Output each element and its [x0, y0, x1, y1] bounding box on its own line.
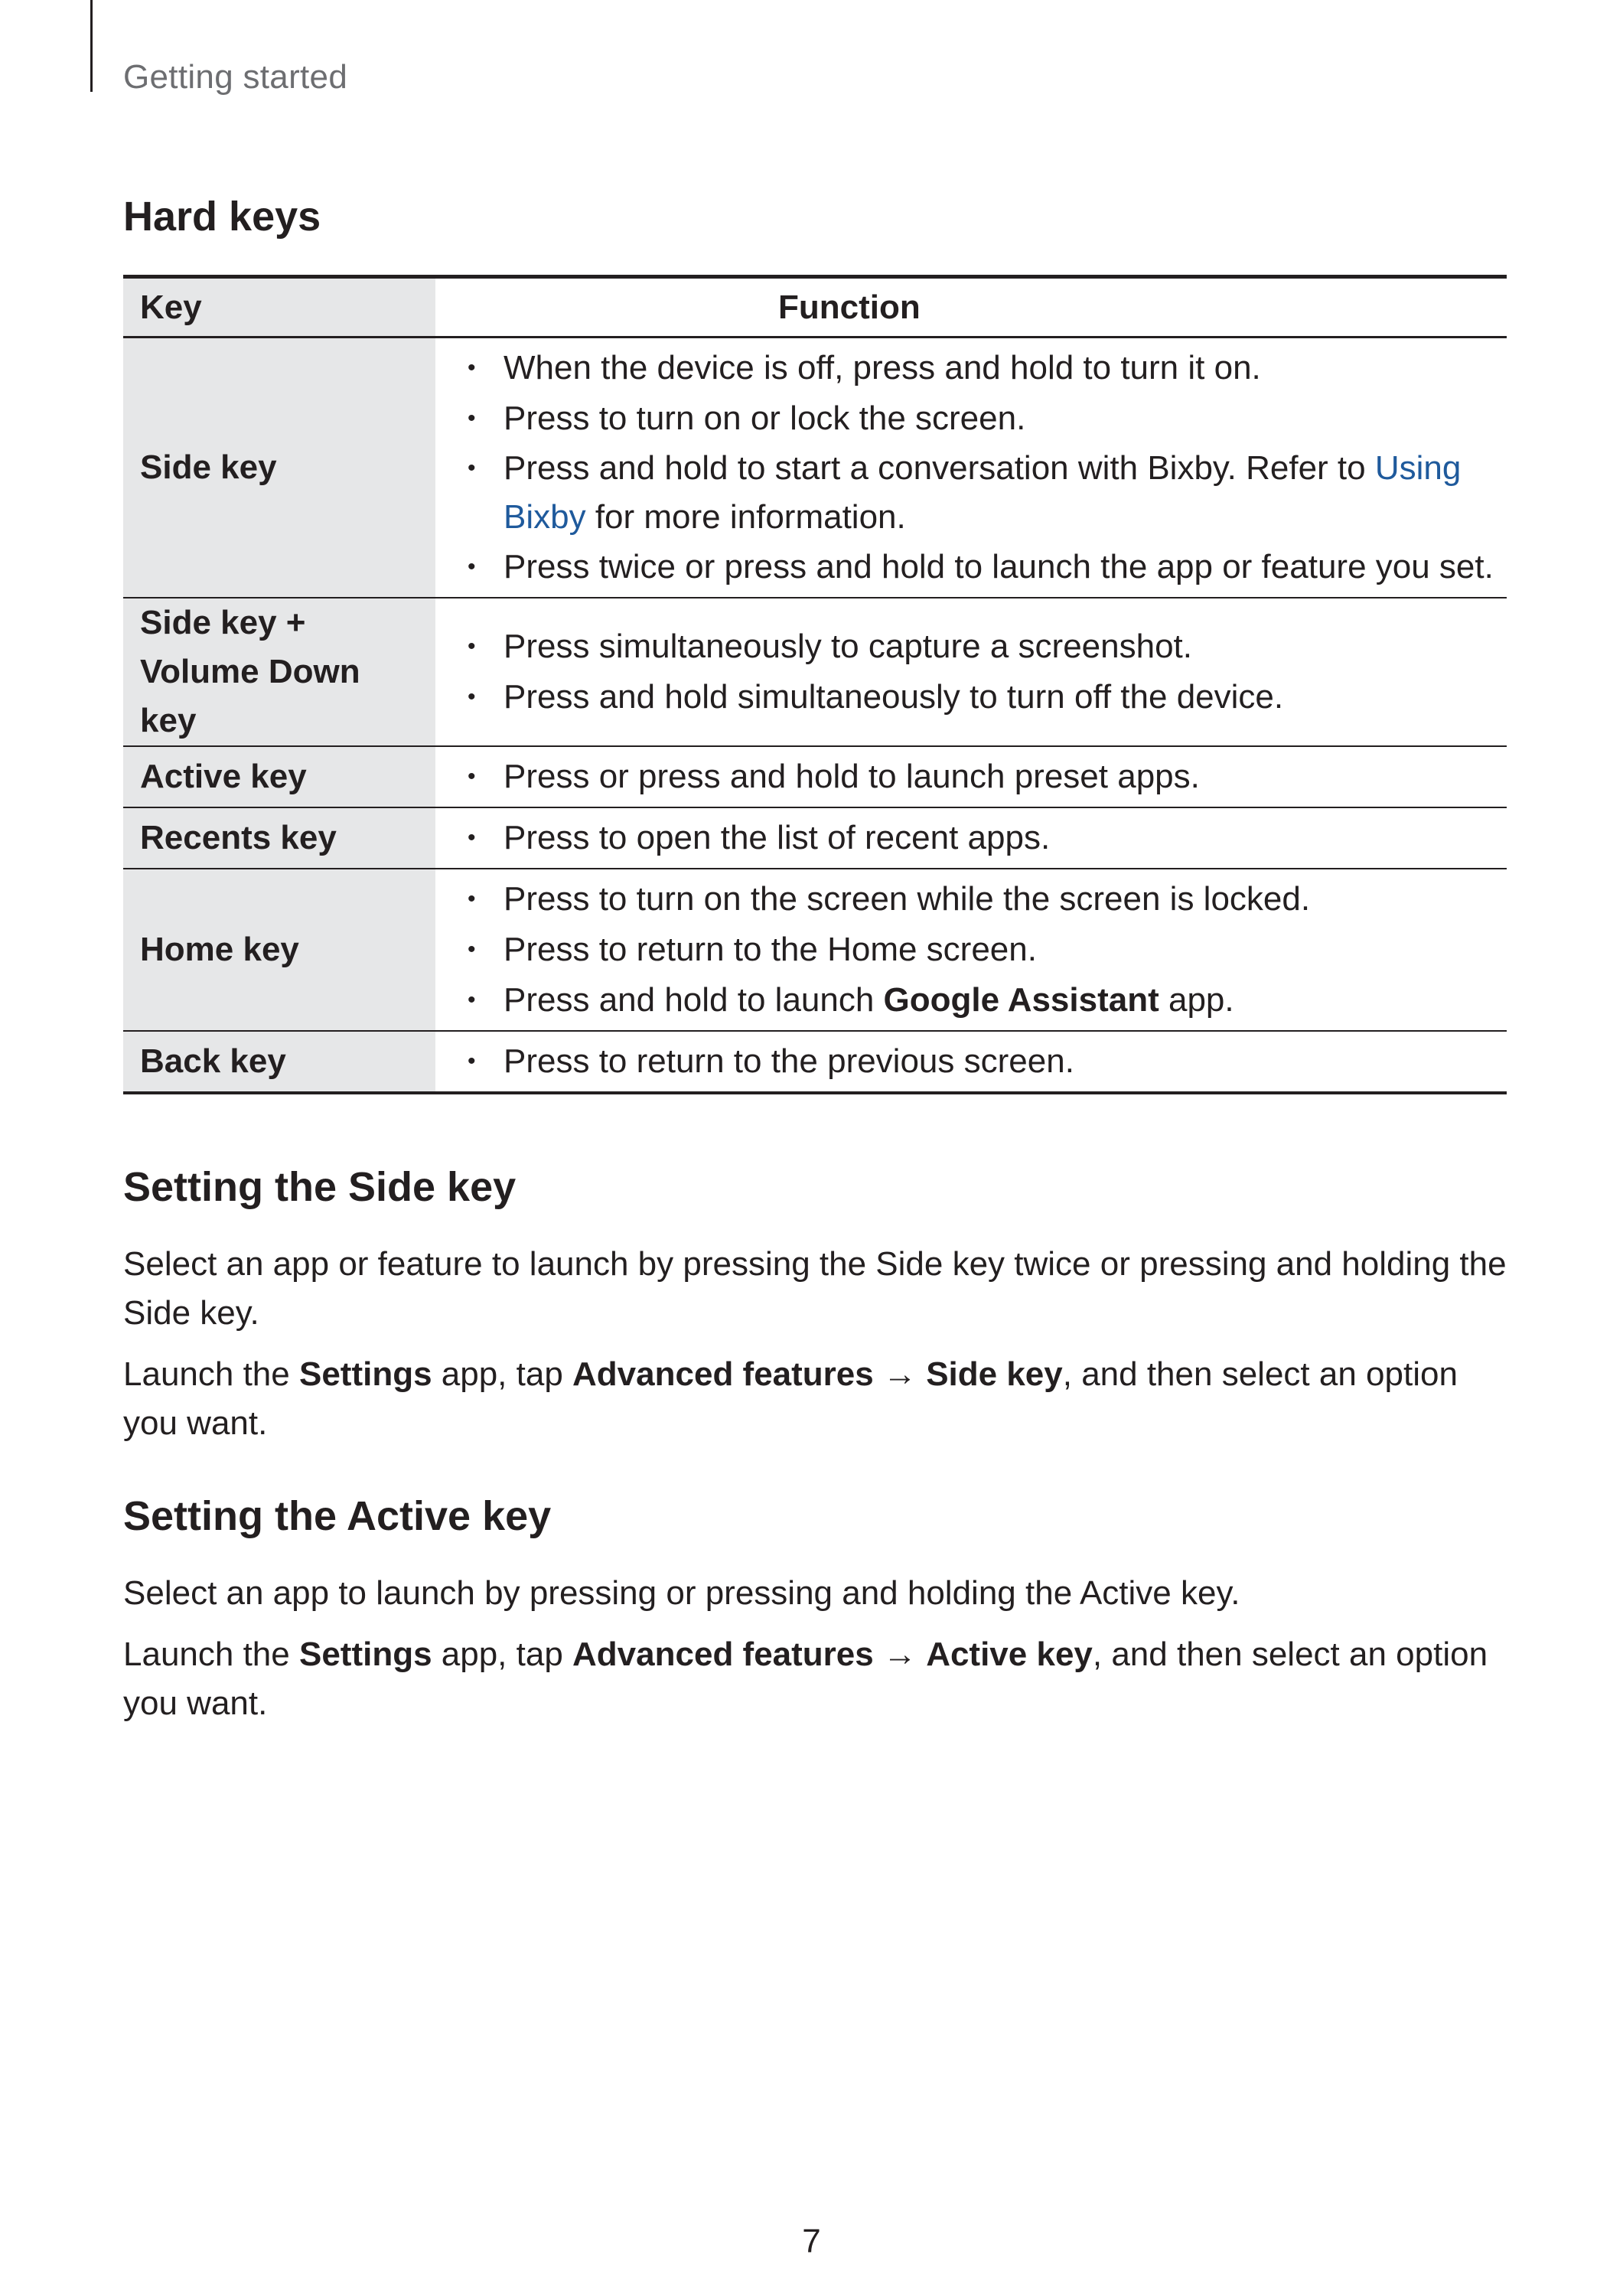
list-item: • Press to return to the Home screen. — [468, 925, 1507, 975]
active-key-description: Select an app to launch by pressing or pressing and holding the Active key. — [123, 1574, 1240, 1612]
advanced-features-label: Advanced features — [572, 1636, 874, 1673]
instruction-text: app, tap — [432, 1355, 573, 1393]
setting-side-key-heading: Setting the Side key — [123, 1164, 517, 1210]
list-item: • When the device is off, press and hold to turn it on. — [468, 343, 1507, 393]
active-key-instructions — [123, 1630, 1516, 1728]
key-cell: Active key — [123, 746, 435, 807]
key-cell: Recents key — [123, 807, 435, 869]
margin-rule — [90, 0, 93, 92]
hard-keys-table — [123, 275, 1507, 1094]
key-cell: Side key — [123, 338, 435, 598]
list-item: • Press to turn on or lock the screen. — [468, 393, 1507, 444]
key-cell: Back key — [123, 1031, 435, 1093]
function-cell — [435, 338, 1507, 598]
item-text: Press and hold to start a conversation with Bixby. Refer to — [504, 449, 1375, 487]
item-text: for more information. — [585, 498, 906, 536]
list-item: • Press to return to the previous screen. — [468, 1036, 1507, 1087]
list-item: • Press twice or press and hold to launch the app or feature you set. — [468, 542, 1507, 592]
key-cell: Home key — [123, 869, 435, 1031]
function-cell — [435, 869, 1507, 1031]
table-header-row — [123, 277, 1507, 338]
table-row — [123, 598, 1507, 746]
settings-app-name: Settings — [298, 1636, 432, 1673]
table-row — [123, 807, 1507, 869]
function-cell — [435, 598, 1507, 746]
side-key-label: Side key — [926, 1355, 1063, 1393]
item-text: Press and hold to launch — [504, 981, 884, 1019]
instruction-text: app, tap — [432, 1636, 573, 1673]
list-item: • Press to turn on the screen while the screen is locked. — [468, 874, 1507, 925]
instruction-text: , and then select an option you want. — [123, 1636, 1488, 1722]
using-bixby-link[interactable]: Using Bixby — [504, 449, 1462, 536]
key-column-header: Key — [123, 277, 435, 338]
table-row — [123, 1031, 1507, 1093]
list-item: • Press simultaneously to capture a screenshot. — [468, 621, 1507, 672]
setting-active-key-heading: Setting the Active key — [123, 1493, 552, 1539]
page-number: 7 — [802, 2223, 821, 2260]
list-item: • Press or press and hold to launch preset apps. — [468, 752, 1507, 802]
function-cell — [435, 807, 1507, 869]
active-key-label: Active key — [926, 1636, 1093, 1673]
item-text: app. — [1159, 981, 1234, 1019]
key-cell: Side key + Volume Down key — [123, 598, 435, 746]
arrow-icon: → — [873, 1355, 927, 1393]
table-row — [123, 338, 1507, 598]
instruction-text: , and then select an option you want. — [123, 1355, 1458, 1442]
hard-keys-heading: Hard keys — [123, 194, 321, 240]
function-cell — [435, 1031, 1507, 1093]
table-row — [123, 746, 1507, 807]
app-name: Google Assistant — [883, 981, 1159, 1019]
advanced-features-label: Advanced features — [572, 1355, 874, 1393]
function-cell — [435, 746, 1507, 807]
list-item — [468, 975, 1507, 1026]
side-key-instructions — [123, 1350, 1516, 1448]
instruction-text: Launch the — [123, 1355, 299, 1393]
instruction-text: Launch the — [123, 1636, 299, 1673]
function-column-header: Function — [435, 277, 1507, 338]
table-row — [123, 869, 1507, 1031]
list-item: • Press to open the list of recent apps. — [468, 813, 1507, 863]
arrow-icon: → — [873, 1636, 927, 1673]
settings-app-name: Settings — [298, 1355, 432, 1393]
list-item: • Press and hold simultaneously to turn off the device. — [468, 672, 1507, 722]
side-key-description: Select an app or feature to launch by pressing the Side key twice or pressing and holding the Side key. — [123, 1245, 1507, 1332]
running-header: Getting started — [123, 58, 348, 96]
list-item — [468, 444, 1507, 542]
